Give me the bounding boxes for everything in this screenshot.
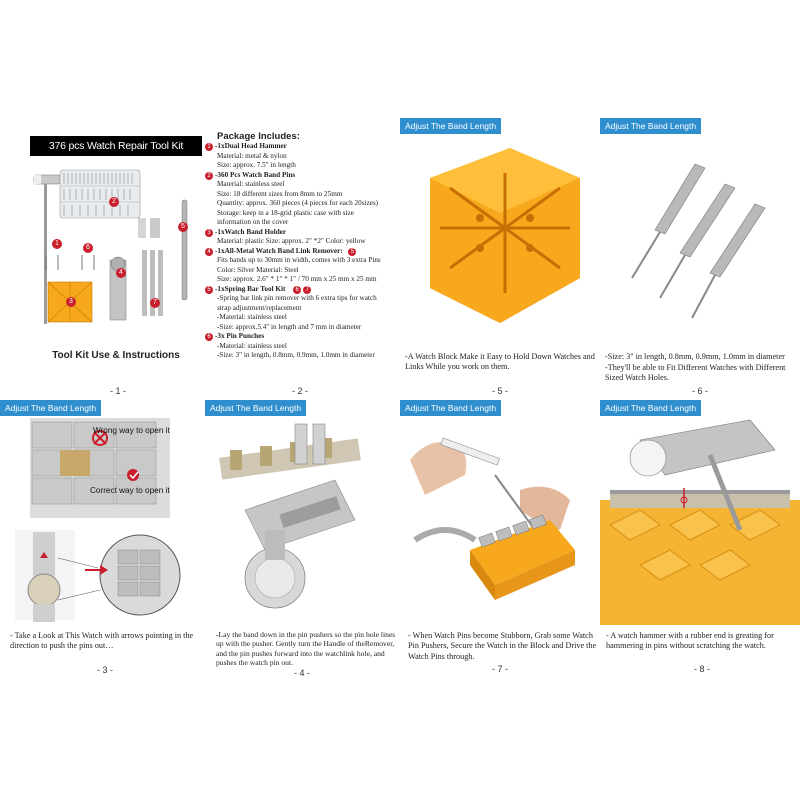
item-number-5: 5: [205, 286, 213, 294]
caption-5: -A Watch Block Make it Easy to Hold Down Watches and Links While you work on them.: [405, 352, 595, 372]
watch-block-photo: [400, 118, 600, 346]
caption-3: - Take a Look at This Watch with arrows pointing in the direction to push the pins out…: [10, 631, 194, 651]
item-line: Size: 18 different sizes from 8mm to 25mm: [217, 189, 343, 198]
tool-kit-illustration: [30, 160, 202, 340]
watch-block-illustration: [400, 118, 600, 346]
wrong-way-label: Wrong way to open it: [93, 426, 170, 435]
callout-3: 3: [66, 297, 76, 307]
callout-2: 2: [109, 197, 119, 207]
correct-way-label: Correct way to open it: [90, 486, 170, 495]
package-item-2: 2 -360 Pcs Watch Band Pins Material: stainless steel Size: 18 different sizes from 8mm to 25mm Quantity: approx. 360 pieces (4 pieces for each 20sizes) Storage: keep in a 18-grid plastic case with size information on the cover: [205, 171, 395, 228]
item-head-2: 360 Pcs Watch Band Pins: [217, 170, 296, 179]
item-line: -Size: approx.5.4" in length and 7 mm in diameter: [217, 322, 362, 331]
item-line: -Spring bar link pin remover with 6 extra tips for watch: [217, 294, 377, 303]
panel-hammer: [600, 400, 800, 690]
item-line: Fits bands up to 30mm in width, comes with 3 extra Pins: [217, 256, 381, 265]
link-remover-photo: [205, 400, 400, 625]
item-head-4: 1xAll-Metal Watch Band Link Remover:: [217, 246, 343, 255]
item-number-6: 6: [205, 333, 213, 341]
caption-6-line-2: -They'll be able to Fit Different Watches with Different Sized Watch Holes.: [605, 363, 786, 383]
page-number-3: - 3 -: [96, 665, 113, 675]
panel-arrow-watch: [0, 400, 200, 690]
caption-7: - When Watch Pins become Stubborn, Grab some Watch Pin Pushers, Secure the Watch in the Block and Drive the Watch Pins through.: [408, 631, 597, 661]
watch-arrows-photo: [0, 400, 200, 625]
kit-title: 376 pcs Watch Repair Tool Kit: [30, 136, 202, 156]
panel-link-remover: [200, 400, 400, 690]
item-number-4: 4: [205, 248, 213, 256]
page-number-2: - 2 -: [291, 386, 308, 396]
kit-subtitle: Tool Kit Use & Instructions: [52, 350, 180, 361]
page-number-1: - 1 -: [109, 386, 126, 396]
item-line: Quantity: approx. 360 pieces (4 pieces for each 20sizes): [217, 199, 379, 208]
band-label-4: Adjust The Band Length: [205, 400, 306, 416]
item-line: Size: approx. 2.6" * 1" * 1" / 70 mm x 25 mm x 25 mm: [217, 275, 377, 284]
band-label-5: Adjust The Band Length: [400, 118, 501, 134]
page-number-7: - 7 -: [491, 664, 508, 674]
panel-pin-pushers: [400, 400, 600, 690]
item-number-1: 1: [205, 143, 213, 151]
item-line: -Material: stainless steel: [217, 341, 287, 350]
callout-4: 4: [116, 268, 126, 278]
item-number-2: 2: [205, 172, 213, 180]
callout-7: 7: [150, 298, 160, 308]
item-head-5: 1xSpring Bar Tool Kit: [217, 284, 286, 293]
package-title: Package Includes:: [217, 131, 300, 142]
item-line: strap adjustment/replacement: [217, 303, 302, 312]
item-head-6: 3x Pin Punches: [217, 332, 265, 341]
item-line: -Size: 3" in length, 0.8mm, 0.9mm, 1.0mm in diameter: [217, 351, 375, 360]
panel-watch-block: [400, 118, 600, 400]
panel-pin-punches: [600, 118, 800, 400]
item-line: Color: Silver Material: Steel: [217, 265, 299, 274]
package-item-6: 6 -3x Pin Punches -Material: stainless steel -Size: 3" in length, 0.8mm, 0.9mm, 1.0mm in diameter: [205, 332, 395, 361]
page-number-8: - 8 -: [693, 664, 710, 674]
package-item-3: 3 -1xWatch Band Holder Material: plastic Size: approx. 2" *2" Color: yellow: [205, 228, 395, 247]
item-line: Storage: keep in a 18-grid plastic case with size: [217, 208, 354, 217]
package-item-1: 1 -1xDual Head Hammer Material: metal & nylon Size: approx. 7.5" in length: [205, 142, 395, 171]
package-list: [205, 132, 395, 361]
callout-6: 6: [83, 243, 93, 253]
hammer-illustration: [600, 400, 800, 625]
item-head-3: 1xWatch Band Holder: [217, 227, 287, 236]
pin-punches-photo: [600, 118, 800, 346]
pin-punches-illustration: [600, 118, 800, 346]
inline-callout-6: 6: [293, 286, 301, 294]
callout-1: 1: [52, 239, 62, 249]
pin-pushers-illustration: [400, 400, 600, 625]
band-label-6: Adjust The Band Length: [600, 118, 701, 134]
package-item-4: 4 -1xAll-Metal Watch Band Link Remover: 5 Fits bands up to 30mm in width, comes with 3 extra Pins Color: Silver Material: Steel Size: approx. 2.6" * 1" * 1" / 70 mm x 25 mm x 25 mm: [205, 247, 395, 285]
panel-tool-kit-overview: [0, 0, 200, 400]
caption-8: - A watch hammer with a rubber end is greating for hammering in pins without scratching the watch.: [606, 631, 774, 651]
band-label-7: Adjust The Band Length: [400, 400, 501, 416]
page-number-4: - 4 -: [293, 668, 310, 678]
package-item-5: 5 -1xSpring Bar Tool Kit 6 7 -Spring bar link pin remover with 6 extra tips for watch strap adjustment/replacement -Material: stainless steel -Size: approx.5.4" in length and 7 mm in diameter: [205, 285, 395, 333]
link-remover-illustration: [205, 400, 400, 625]
item-number-3: 3: [205, 229, 213, 237]
caption-4: -Lay the band down in the pin pushers so the pin hole lines up with the pusher. Gently turn the Handle of theRemover, and the pin pushes forward into the watchlink hole, and pushes the watch pin out.: [216, 630, 396, 668]
item-line: -Material: stainless steel: [217, 313, 287, 322]
inline-callout-5: 5: [348, 248, 356, 256]
item-line: Material: stainless steel: [217, 180, 285, 189]
item-line: Material: metal & nylon: [217, 151, 287, 160]
inline-callout-7: 7: [303, 286, 311, 294]
item-line: Size: approx. 7.5" in length: [217, 161, 296, 170]
tool-kit-photo: [30, 160, 202, 340]
pin-pushers-photo: [400, 400, 600, 625]
band-label-8: Adjust The Band Length: [600, 400, 701, 416]
item-line: Material: plastic Size: approx. 2" *2" Color: yellow: [217, 237, 366, 246]
item-head-1: 1xDual Head Hammer: [217, 142, 287, 151]
page-number-5: - 5 -: [491, 386, 508, 396]
page-number-6: - 6 -: [691, 386, 708, 396]
item-line: information on the cover: [217, 218, 289, 227]
hammer-photo: [600, 400, 800, 625]
band-label-3: Adjust The Band Length: [0, 400, 101, 416]
caption-6-line-1: -Size: 3" in length, 0.8mm, 0.9mm, 1.0mm in diameter: [605, 352, 785, 361]
callout-5: 5: [178, 222, 188, 232]
